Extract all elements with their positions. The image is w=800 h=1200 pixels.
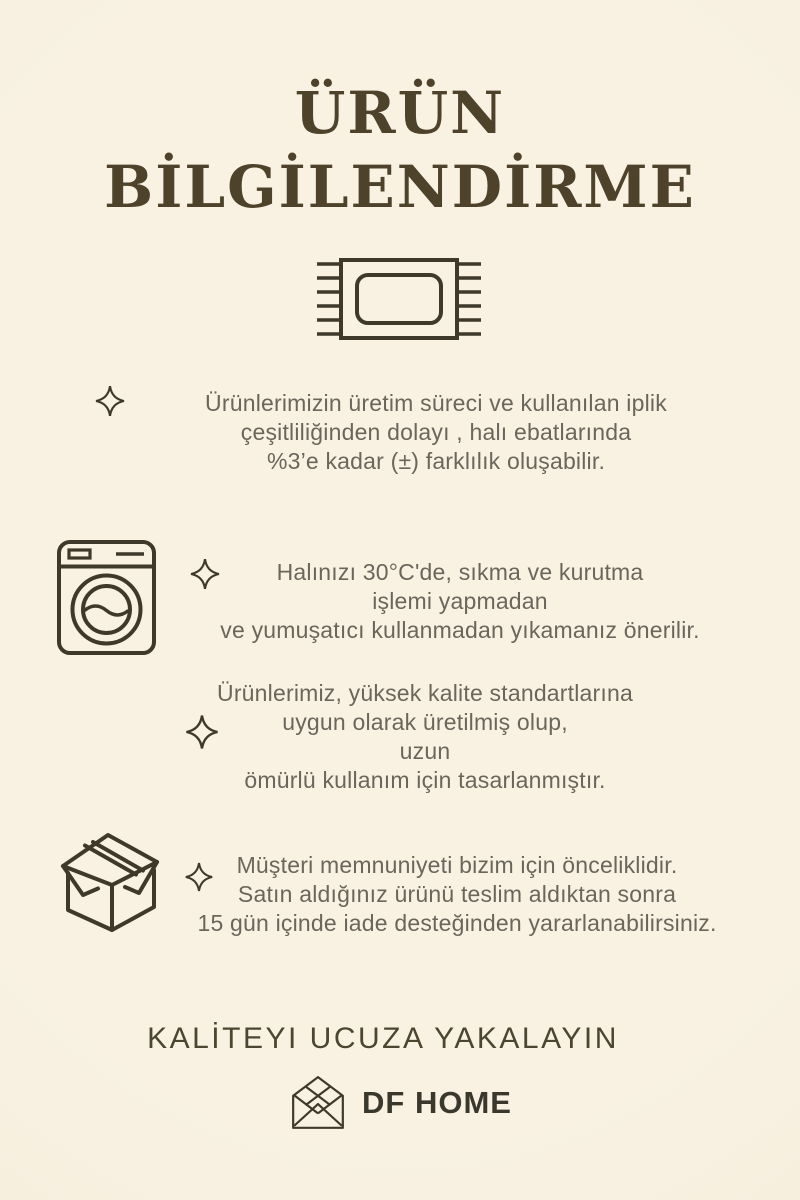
info-line: ve yumuşatıcı kullanmadan yıkamanız önerilir. xyxy=(220,617,700,643)
rug-icon xyxy=(314,256,484,344)
page-title xyxy=(0,76,800,224)
info-line: ömürlü kullanım için tasarlanmıştır. xyxy=(244,767,606,793)
info-section-sizing xyxy=(146,389,726,476)
info-section-quality xyxy=(135,679,715,795)
info-line: Halınızı 30°C'de, sıkma ve kurutma xyxy=(276,559,644,585)
info-line: çeşitliliğinden dolayı , halı ebatlarında xyxy=(240,419,632,445)
brand-logo xyxy=(0,1068,800,1138)
info-line: uygun olarak üretilmiş olup, xyxy=(282,709,568,735)
info-line: Ürünlerimizin üretim süreci ve kullanılan iplik xyxy=(205,390,667,416)
brand-name: DF HOME xyxy=(362,1085,512,1120)
info-section-washing xyxy=(168,558,752,645)
info-section-returns xyxy=(168,851,746,938)
info-line: %3’e kadar (±) farklılık oluşabilir. xyxy=(266,448,606,474)
house-lattice-icon xyxy=(288,1073,348,1133)
title-line-2: BİLGİLENDİRME xyxy=(104,153,696,221)
info-line: 15 gün içinde iade desteğinden yararlanabilirsiniz. xyxy=(197,910,717,936)
info-line: Satın aldığınız ürünü teslim aldıktan sonra xyxy=(237,881,677,907)
info-line: Ürünlerimiz, yüksek kalite standartlarına xyxy=(217,680,633,706)
footer-tagline: KALİTEYI UCUZA YAKALAYIN xyxy=(147,1022,619,1055)
washing-machine-icon xyxy=(56,539,157,656)
info-line: uzun xyxy=(399,738,451,764)
box-icon xyxy=(55,832,163,934)
sparkle-icon xyxy=(92,383,128,419)
title-line-1: ÜRÜN xyxy=(294,79,506,147)
info-line: işlemi yapmadan xyxy=(372,588,548,614)
info-line: Müşteri memnuniyeti bizim için önceliklidir. xyxy=(236,852,678,878)
